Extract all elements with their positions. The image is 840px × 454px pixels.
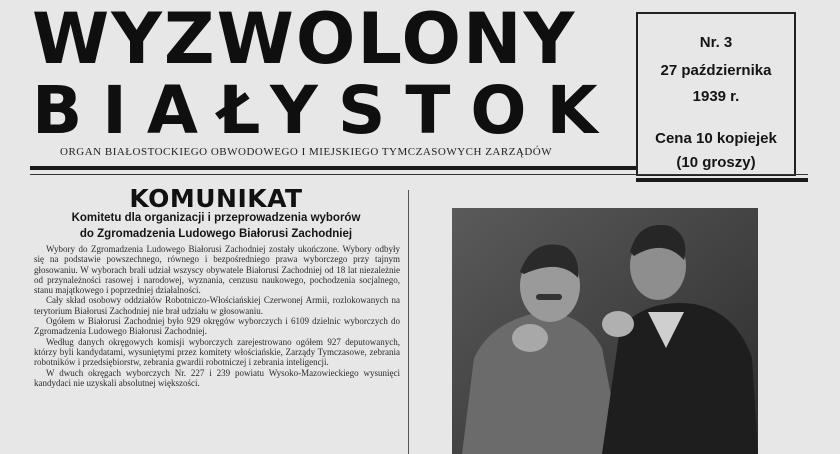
news-photo bbox=[452, 208, 758, 454]
masthead-rule-thick bbox=[30, 166, 636, 170]
issue-price: Cena 10 kopiejek bbox=[655, 130, 777, 147]
article-paragraph: Cały skład osobowy oddziałów Robotniczo-Włościańskiej Czerwonej Armii, rozlokowanych na terytorium Białorusi Zachodniej nie brał udziału w głosowaniu. bbox=[34, 295, 400, 316]
issue-number: Nr. 3 bbox=[699, 34, 733, 51]
issue-date-year: 1939 r. bbox=[692, 88, 740, 105]
masthead-rule-thin bbox=[30, 174, 808, 175]
article-subhead-line1: Komitetu dla organizacji i przeprowadzenia wyborów bbox=[71, 212, 361, 224]
article-paragraph: W dwuch okręgach wyborczych Nr. 227 i 239 powiatu Wysoko-Mazowieckiego wysunięci kandydaci nie uzyskali absolutnej większości. bbox=[34, 367, 400, 388]
masthead-title-line2: BIAŁYSTOK bbox=[32, 72, 618, 149]
article-body bbox=[34, 244, 400, 454]
article-paragraph: Według danych okręgowych komisji wyborczych zarejestrowano ogółem 927 deputowanych, którzy byli kandydatami, wysuniętymi przez komitety włościańskie, Zarządy Tymczasowe, zebrania robotników i przedsiębiorstw, zebrania gwardii robotniczej i zebrania inteligencji. bbox=[34, 336, 400, 368]
article-paragraph: Ogółem w Białorusi Zachodniej było 929 okręgów wyborczych i 6109 dzielnic wyborczych do Zgromadzenia Ludowego Białorusi Zachodniej. bbox=[34, 316, 400, 337]
masthead-title-line1: WYZWOLONY bbox=[32, 0, 577, 80]
column-divider bbox=[408, 190, 409, 454]
news-photo-illustration bbox=[452, 208, 758, 454]
masthead-organ-line: ORGAN BIAŁOSTOCKIEGO OBWODOWEGO I MIEJSKIEGO TYMCZASOWYCH ZARZĄDÓW bbox=[60, 146, 553, 158]
article-headline: KOMUNIKAT bbox=[129, 184, 303, 213]
issue-price-alt: (10 groszy) bbox=[676, 154, 756, 171]
issue-date-day: 27 października bbox=[660, 62, 772, 79]
article-subhead-line2: do Zgromadzenia Ludowego Białorusi Zachodniej bbox=[79, 228, 353, 240]
masthead-rule-right bbox=[636, 178, 808, 182]
issue-info-box bbox=[636, 12, 796, 176]
article-subhead bbox=[36, 210, 396, 242]
article-paragraph: Wybory do Zgromadzenia Ludowego Białorusi Zachodniej zostały ukończone. Wybory odbyły się na podstawie powszechnego, równego i bezpośredniego prawa wyborczego przy tajnym głosowaniu. W wyborach brali udział wszyscy obywatele Białorusi Zachodniej od 18 lat niezależnie od przynależności rasowej i narodowej, wyznania, cenzusu naukowego, pochodzenia socjalnego, stanu majątkowego i poprzedniej działalności. bbox=[34, 244, 400, 296]
